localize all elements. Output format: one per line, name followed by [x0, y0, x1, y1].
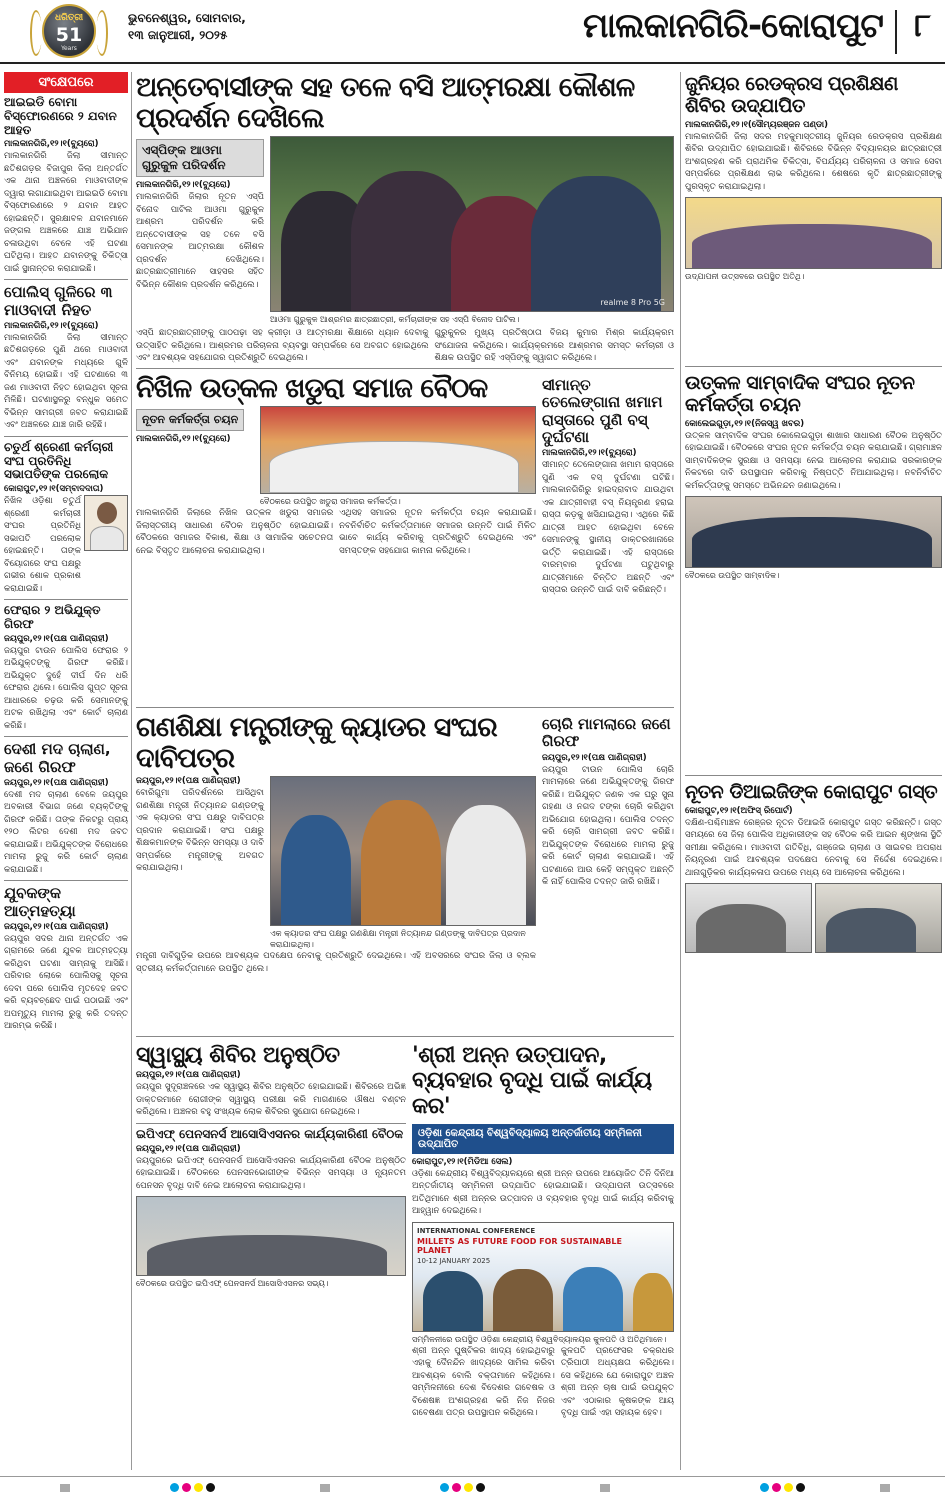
cyan-dot-icon [170, 1483, 179, 1492]
obituary-portrait [84, 495, 128, 551]
registration-square-icon [600, 1484, 610, 1492]
page-divider [895, 10, 897, 54]
brief-headline: ପୋଲିସ୍ ଗୁଳିରେ ୩ ମାଓବାଦୀ ନିହତ [4, 283, 113, 319]
people-group-icon [692, 517, 932, 567]
brief-dateline: ଜୟପୁର,୧୨।୧(ପକ୍ଷ ପାଣିଗ୍ରାହୀ) [4, 633, 109, 644]
brief-dateline: କୋରାପୁଟ,୧୨।୧(ସମ୍ବାଦଦାତା) [4, 484, 104, 495]
people-group-icon [692, 224, 932, 268]
photo-caption: ସମ୍ମିଳନୀରେ ଉପସ୍ଥିତ ଓଡ଼ିଶା କେନ୍ଦ୍ରୀୟ ବିଶ୍ୱବିଦ୍ୟାଳୟର କୁଳପତି ଓ ଅତିଥିମାନେ। [412, 1334, 667, 1344]
logo-sub: Years [61, 45, 77, 52]
registration-square-icon [60, 1484, 70, 1492]
brief-body: ମାଲକାନଗିରି ଜିଲା ସୀମାନ୍ତ ଛତିଶଗଡ଼ର ବିଜାପୁର ଜିଲା ଅନ୍ତର୍ଗତ ଏକ ଥାନା ଅଞ୍ଚଳରେ ମାଓବାଦୀଙ୍କ ଦ୍ୱାରା ଲଗାଯାଇଥିବା ଆଇଇଡି ବୋମା ବିସ୍ଫୋରଣରେ ୨ ଯବାନ ଆହତ ହୋଇଛନ୍ତି। ସୁରକ୍ଷାବଳ ଯବାନମାନେ ଜଙ୍ଗଲ ଅଞ୍ଚଳରେ ଯାଞ୍ଚ ଅଭିଯାନ ଚଳାଉଥିବା ବେଳେ ଏହି ଘଟଣା ଘଟିଥିଲା। ଆହତ ଯବାନଙ୍କୁ ଚିକିତ୍ସା ପାଇଁ ସ୍ଥାନାନ୍ତର କରାଯାଇଛି। [4, 151, 128, 274]
banner-line-3: 10-12 JANUARY 2025 [417, 1256, 491, 1265]
story-body: ସୀମାନ୍ତ ତେଲେଙ୍ଗାନା ଖମାମ ରାସ୍ତାରେ ପୁଣି ଏକ ବସ୍ ଦୁର୍ଘଟଣା ଘଟିଛି। ମାଲକାନଗିରିରୁ ହାଇଦ୍ରାବାଦ ଯାଉଥିବା ଏକ ଯାତ୍ରୀବାହୀ ବସ୍ ନିୟନ୍ତ୍ରଣ ହରାଇ ରାସ୍ତା କଡ଼କୁ ଖସିଯାଇଥିଲା। ଏଥିରେ କିଛି ଯାତ୍ରୀ ଆହତ ହୋଇଥିବା ବେଳେ ସେମାନଙ୍କୁ ସ୍ଥାନୀୟ ଡାକ୍ତରଖାନାରେ ଭର୍ତ୍ତି କରାଯାଇଛି। ଏହି ରାସ୍ତାରେ ବାରମ୍ବାର ଦୁର୍ଘଟଣା ଘଟୁଥିବାରୁ ଯାତ୍ରୀମାନେ ଚିନ୍ତିତ ଅଛନ୍ତି ଏବଂ ରାସ୍ତାର ଉନ୍ନତି ପାଇଁ ଦାବି କରିଛନ୍ତି। [542, 460, 674, 595]
divider [685, 366, 942, 367]
person-icon [633, 1273, 673, 1331]
divider [136, 707, 674, 708]
story-body: ଏସ୍‌ପି ଛାତ୍ରଛାତ୍ରୀଙ୍କୁ ପାଠପଢ଼ା ସହ କ୍ରୀଡ଼ା ଓ ଆତ୍ମରକ୍ଷା ଶିକ୍ଷାରେ ଧ୍ୟାନ ଦେବାକୁ ଉତ୍ସାହିତ କରିଥିଲେ। ଆଶ୍ରମର ପରିଚାଳନା ବ୍ୟବସ୍ଥା ସମ୍ପର୍କରେ ସେ ଅବଗତ ହୋଇଥିଲେ ଏବଂ ଆବଶ୍ୟକ ସହଯୋଗର ପ୍ରତିଶ୍ରୁତି ଦେଇଥିଲେ। [136, 328, 429, 364]
brief-suicide [4, 885, 128, 1033]
story-body: ଶ୍ରୀ ଅନ୍ନ ପୁଷ୍ଟିକର ଖାଦ୍ୟ ହୋଇଥିବାରୁ ଏହାକୁ ଦୈନନ୍ଦିନ ଖାଦ୍ୟରେ ସାମିଲ କରିବା ଆବଶ୍ୟକ ବୋଲି ବକ୍ତାମାନେ କହିଥିଲେ। ସମ୍ମିଳନୀରେ ଦେଶ ବିଦେଶର ଗବେଷକ ଓ ବିଶେଷଜ୍ଞ ଅଂଶଗ୍ରହଣ କରି ନିଜ ନିଜର ଗବେଷଣା ପତ୍ର ଉପସ୍ଥାପନ କରିଥିଲେ। [412, 1345, 555, 1419]
red-cross-photo [685, 197, 942, 269]
story-red-cross [685, 72, 942, 362]
people-group-icon [531, 176, 661, 311]
story-dateline: ମାଲକାନଗିରି,୧୨।୧(ବ୍ୟୁରୋ) [136, 434, 231, 445]
yellow-dot-icon [464, 1483, 473, 1492]
story-headline: ଇପିଏଫ୍ ପେନସନର୍ସ ଆସୋସିଏସନର କାର୍ଯ୍ୟକାରିଣୀ ବୈଠକ [136, 1126, 404, 1141]
story-headline: 'ଶ୍ରୀ ଅନ୍ନ ଉତ୍ପାଦନ, ବ୍ୟବହାର ବୃଦ୍ଧି ପାଇଁ କାର୍ଯ୍ୟ କର' [412, 1043, 652, 1119]
story-sp-visit [136, 72, 674, 364]
black-dot-icon [206, 1483, 215, 1492]
divider [4, 880, 128, 881]
story-cadre-demand [136, 712, 536, 1032]
story-kicker: ଏସ୍‌ପିଙ୍କ ଆଓମା ଗୁରୁକୁଳ ପରିଦର୍ଶନ [136, 139, 264, 177]
brief-headline: ଦେଶୀ ମଦ ଚାଲାଣ, ଜଣେ ଗିରଫ [4, 740, 111, 776]
story-health-camp [136, 1043, 406, 1119]
story-headline: ସ୍ୱାସ୍ଥ୍ୟ ଶିବିର ଅନୁଷ୍ଠିତ [136, 1043, 340, 1068]
story-headline: ନୂତନ ଡିଆଇଜିଙ୍କ କୋରାପୁଟ ଗସ୍ତ [685, 781, 938, 803]
photo-caption: ଉଦ୍‌ଯାପନୀ ଉତ୍ସବରେ ଉପସ୍ଥିତ ଅତିଥି। [685, 272, 805, 282]
meeting-photo [260, 406, 536, 494]
dig-photo-1 [685, 883, 812, 953]
person-icon [423, 1271, 483, 1331]
story-body: ଓଡ଼ିଶା କେନ୍ଦ୍ରୀୟ ବିଶ୍ୱବିଦ୍ୟାଳୟରେ ଶ୍ରୀ ଅନ୍ନ ଉପରେ ଆୟୋଜିତ ତିନି ଦିନିଆ ଅନ୍ତର୍ଜାତୀୟ ସମ୍ମିଳନୀ ଉଦ୍‌ଯାପିତ ହୋଇଯାଇଛି। ଉଦ୍‌ଯାପନୀ ଉତ୍ସବରେ ଅତିଥିମାନେ ଶ୍ରୀ ଅନ୍ନର ଉତ୍ପାଦନ ଓ ବ୍ୟବହାର ବୃଦ୍ଧି ପାଇଁ କାର୍ଯ୍ୟ କରିବାକୁ ଆହ୍ୱାନ ଦେଇଥିଲେ। [412, 1168, 674, 1217]
divider [4, 736, 128, 737]
brief-body: ଜୟପୁର ଟାଉନ ପୋଲିସ ଫେରାର ୨ ଅଭିଯୁକ୍ତଙ୍କୁ ଗିରଫ କରିଛି। ଅଭିଯୁକ୍ତ ଦୁହେଁ ଦୀର୍ଘ ଦିନ ଧରି ଫେରାର ଥିଲେ। ପୋଲିସ ଗୁପ୍ତ ସୂଚନା ଆଧାରରେ ଚଢ଼ଉ କରି ସେମାନଙ୍କୁ ଅଟକ ରଖିଥିଲା ଏବଂ କୋର୍ଟ ଚାଲାଣ କରିଛି। [4, 645, 128, 731]
briefs-column [4, 72, 132, 1470]
story-headline: ଅନ୍ତେବାସୀଙ୍କ ସହ ତଳେ ବସି ଆତ୍ମରକ୍ଷା କୌଶଳ ପ୍ରଦର୍ଶନ ଦେଖିଲେ [136, 72, 635, 135]
issue-date: ୧୩ ଜାନୁଆରୀ, ୨୦୨୫ [128, 28, 228, 42]
story-body: ଉତ୍କଳ ସାମ୍ବାଦିକ ସଂଘର କୋଲେଇଗୁଡ଼ା ଶାଖାର ସାଧାରଣ ବୈଠକ ଅନୁଷ୍ଠିତ ହୋଇଯାଇଛି। ବୈଠକରେ ସଂଘର ନୂତନ କର୍ମକର୍ତ୍ତା ଚୟନ କରାଯାଇଛି। ଗ୍ରାମାଞ୍ଚଳ ସାମ୍ବାଦିକଙ୍କ ସୁରକ୍ଷା ଓ ସମସ୍ୟା ନେଇ ଆଲୋଚନା କରାଯାଇ ସରକାରଙ୍କ ନିକଟରେ ଦାବି ଉପସ୍ଥାପନ କରିବାକୁ ନିଷ୍ପତ୍ତି ନିଆଯାଇଥିଲା। ନବନିର୍ବାଚିତ କର୍ମକର୍ତ୍ତାଙ୍କୁ ସମସ୍ତେ ଅଭିନନ୍ଦନ ଜଣାଇଥିଲେ। [685, 430, 942, 491]
conference-photo [412, 1222, 674, 1332]
story-theft-arrest [542, 712, 674, 1032]
logo-number: 51 [55, 24, 83, 46]
divider [4, 599, 128, 600]
story-dateline: ମାଲକାନଗିରି,୧୨।୧(ବ୍ୟୁରୋ) [542, 448, 637, 458]
portrait-face-icon [97, 502, 117, 524]
yellow-dot-icon [194, 1483, 203, 1492]
person-icon [563, 1267, 623, 1331]
yellow-dot-icon [784, 1483, 793, 1492]
briefs-tag: ସଂକ୍ଷେପରେ [4, 72, 128, 93]
story-dateline: କୋଲେଇଗୁଡ଼ା,୧୨।୧(ନିଜସ୍ୱ ଖବର) [685, 418, 805, 429]
pensioners-photo [136, 1196, 406, 1276]
page-number: ୮ [914, 6, 931, 44]
story-bus-accident [542, 373, 674, 703]
photo-caption: ଆଓମା ଗୁରୁକୁଳ ଆଶ୍ରମର ଛାତ୍ରଛାତ୍ରୀ, କର୍ମଚାରୀଙ୍କ ସହ ଏସ୍‌ପି ବିନୋଦ ପାଟିଲ। [270, 315, 520, 325]
cyan-dot-icon [760, 1483, 769, 1492]
story-eps-meeting [136, 1128, 406, 1289]
story-headline: ଗଣଶିକ୍ଷା ମନ୍ତ୍ରୀଙ୍କୁ କ୍ୟାଡର ସଂଘର ଦାବିପତ୍ର [136, 712, 497, 775]
brief-dateline: ଜୟପୁର,୧୨।୧(ପକ୍ଷ ପାଣିଗ୍ରାହୀ) [4, 777, 109, 788]
story-headline: ନିଖିଳ ଉତ୍କଳ ଖଡୁରା ସମାଜ ବୈଠକ [136, 373, 488, 404]
city-day: ଭୁବନେଶ୍ୱର, ସୋମବାର, [128, 11, 246, 25]
main-column [136, 72, 674, 1470]
logo-brand: ଧରିତ୍ରୀ [54, 13, 84, 23]
story-body: କୁଳପତି ପ୍ରଫେସର ଚକ୍ରଧର ତ୍ରିପାଠୀ ଅଧ୍ୟକ୍ଷତା କରିଥିଲେ। ସେ କହିଥିଲେ ଯେ କୋରାପୁଟ ଅଞ୍ଚଳ ଶ୍ରୀ ଅନ୍ନ ଚାଷ ପାଇଁ ଉପଯୁକ୍ତ ଏବଂ ଏଠାକାର କୃଷକଙ୍କ ଆୟ ବୃଦ୍ଧି ପାଇଁ ଏହା ସହାୟକ ହେବ। [560, 1345, 674, 1419]
story-body: ଜୟପୁର ଟାଉନ ପୋଲିସ ଚୋରି ମାମଲାରେ ଜଣେ ଅଭିଯୁକ୍ତଙ୍କୁ ଗିରଫ କରିଛି। ଅଭିଯୁକ୍ତ ଜଣକ ଏକ ଘରୁ ସୁନା ଗହଣା ଓ ନଗଦ ଟଙ୍କା ଚୋରି କରିଥିବା ଅଭିଯୋଗ ହୋଇଥିଲା। ପୋଲିସ ତଦନ୍ତ କରି ଚୋରି ସାମଗ୍ରୀ ଜବତ କରିଛି। ଅଭିଯୁକ୍ତଙ୍କ ବିରୋଧରେ ମାମଲା ରୁଜୁ କରି କୋର୍ଟ ଚାଲାଣ କରାଯାଇଛି। ଏହି ଘଟଣାରେ ଆଉ କେହି ସମ୍ପୃକ୍ତ ଅଛନ୍ତି କି ନାହିଁ ପୋଲିସ ତଦନ୍ତ ଜାରି ରଖିଛି। [542, 764, 674, 887]
story-headline: ଜୁନିୟର ରେଡକ୍ରସ ପ୍ରଶିକ୍ଷଣ ଶିବିର ଉଦ୍‌ଯାପିତ [685, 73, 898, 117]
brief-headline: ଫେରାର ୨ ଅଭିଯୁକ୍ତ ଗିରଫ [4, 603, 101, 632]
divider [4, 279, 128, 280]
story-millets [412, 1041, 674, 1461]
story-kicker: ଓଡ଼ିଶା କେନ୍ଦ୍ରୀୟ ବିଶ୍ୱବିଦ୍ୟାଳୟ ଅନ୍ତର୍ଜାତୀୟ ସମ୍ମିଳନୀ ଉଦ୍‌ଯାପିତ [412, 1124, 674, 1154]
story-body: ଜୟପୁରରେ ଇପିଏଫ୍ ପେନସନର୍ସ ଆସୋସିଏସନର କାର୍ଯ୍ୟକାରିଣୀ ବୈଠକ ଅନୁଷ୍ଠିତ ହୋଇଯାଇଛି। ବୈଠକରେ ପେନସନଭୋଗୀଙ୍କ ବିଭିନ୍ନ ସମସ୍ୟା ଓ ନ୍ୟୂନତମ ପେନସନ ବୃଦ୍ଧି ଦାବି ନେଇ ଆଲୋଚନା କରାଯାଇଥିଲା। [136, 1155, 406, 1191]
people-group-icon [269, 441, 519, 493]
story-dateline: ଜୟପୁର,୧୨।୧(ପକ୍ଷ ପାଣିଗ୍ରାହୀ) [136, 1070, 241, 1081]
brief-liquor [4, 741, 128, 876]
brief-absconders [4, 604, 128, 732]
person-icon [281, 815, 351, 925]
brief-dateline: ମାଲକାନଗିରି,୧୨।୧(ବ୍ୟୁରୋ) [4, 139, 99, 150]
story-body: ମାଲକାନଗିରି ଜିଲାର ନୂତନ ଏସ୍‌ପି ବିନୋଦ ପାଟିଲ ଆଓମା ଗୁରୁକୁଳ ଆଶ୍ରମ ପରିଦର୍ଶନ କରି ଅନ୍ତେବାସୀଙ୍କ ସହ ତଳେ ବସି ସେମାନଙ୍କ ଆତ୍ମରକ୍ଷା କୌଶଳ ପ୍ରଦର୍ଶନ ଦେଖିଥିଲେ। ଛାତ୍ରଛାତ୍ରୀମାନେ ସାହସର ସହିତ ବିଭିନ୍ନ କୌଶଳ ପ୍ରଦର୍ଶନ କରିଥିଲେ। [136, 192, 264, 290]
magenta-dot-icon [772, 1483, 781, 1492]
right-column [680, 72, 942, 1470]
people-group-icon [696, 904, 786, 952]
person-icon [446, 805, 526, 925]
photo-caption: ଏକ କ୍ୟାଡର ସଂଘ ପକ୍ଷରୁ ଗଣଶିକ୍ଷା ମନ୍ତ୍ରୀ ନିତ୍ୟାନନ୍ଦ ଗଣ୍ଡଙ୍କୁ ଦାବିପତ୍ର ପ୍ରଦାନ କରାଯାଇଥିଲା। [270, 929, 526, 950]
magenta-dot-icon [452, 1483, 461, 1492]
story-body: ଜୟପୁର ସୁଦୂରାଞ୍ଚଳରେ ଏକ ସ୍ୱାସ୍ଥ୍ୟ ଶିବିର ଅନୁଷ୍ଠିତ ହୋଇଯାଇଛି। ଶିବିରରେ ଅଭିଜ୍ଞ ଡାକ୍ତରମାନେ ରୋଗୀଙ୍କ ସ୍ୱାସ୍ଥ୍ୟ ପରୀକ୍ଷା କରି ମାଗଣାରେ ଔଷଧ ବଣ୍ଟନ କରିଥିଲେ। ଅଞ୍ଚଳର ବହୁ ସଂଖ୍ୟକ ଲୋକ ଶିବିରର ସୁଯୋଗ ନେଇଥିଲେ। [136, 1082, 406, 1118]
people-group-icon [826, 908, 916, 952]
print-registration-bar [0, 1476, 945, 1497]
photo-watermark: realme 8 Pro 5G [600, 298, 665, 308]
dig-photo-2 [815, 883, 942, 953]
people-group-icon [147, 1235, 387, 1275]
story-headline: ଚୋରି ମାମଲାରେ ଜଣେ ଗିରଫ [542, 715, 671, 751]
story-headline: ସୀମାନ୍ତ ତେଲେଙ୍ଗାନା ଖମାମ ରାସ୍ତାରେ ପୁଣି ବସ୍ ଦୁର୍ଘଟଣା [542, 376, 663, 446]
story-dateline: ମାଲକାନଗିରି,୧୨।୧(ବ୍ୟୁରୋ) [136, 180, 231, 191]
brief-body: ନିଖିଳ ଓଡ଼ିଶା ଚତୁର୍ଥ ଶ୍ରେଣୀ କର୍ମଚାରୀ ସଂଘର ପ୍ରତିନିଧି ସଭାପତି ପରଲୋକ ହୋଇଛନ୍ତି। ତାଙ୍କ ବିୟୋଗରେ ସଂଘ ପକ୍ଷରୁ ଗଭୀର ଶୋକ ପ୍ରକାଶ କରାଯାଇଛି। [4, 496, 81, 594]
group-photo [270, 136, 674, 312]
black-dot-icon [476, 1483, 485, 1492]
story-body: ବୋରିଗୁମା ପରିଦର୍ଶନରେ ଆସିଥିବା ଗଣଶିକ୍ଷା ମନ୍ତ୍ରୀ ନିତ୍ୟାନନ୍ଦ ଗଣ୍ଡଙ୍କୁ ଏକ କ୍ୟାଡର ସଂଘ ପକ୍ଷରୁ ଦାବିପତ୍ର ପ୍ରଦାନ କରାଯାଇଛି। ସଂଘ ପକ୍ଷରୁ ଶିକ୍ଷକମାନଙ୍କ ବିଭିନ୍ନ ସମସ୍ୟା ଓ ଦାବି ସମ୍ପର୍କରେ ମନ୍ତ୍ରୀଙ୍କୁ ଅବଗତ କରାଯାଇଥିଲା। [136, 788, 264, 874]
photo-caption: ବୈଠକରେ ଉପସ୍ଥିତ ଖଡୁରା ସମାଜର କର୍ମକର୍ତ୍ତା। [260, 497, 401, 507]
story-dateline: ମାଲକାନଗିରି,୧୨।୧(ସୌମ୍ୟରଞ୍ଜନ ପଣ୍ଡା) [685, 119, 828, 130]
brief-dateline: ଜୟପୁର,୧୨।୧(ପକ୍ଷ ପାଣିଗ୍ରାହୀ) [4, 921, 109, 932]
magenta-dot-icon [182, 1483, 191, 1492]
story-journalists-union [685, 371, 942, 771]
banner-line-2: MILLETS AS FUTURE FOOD FOR SUSTAINABLE PLANET [417, 1236, 622, 1255]
divider [136, 1036, 674, 1037]
photo-caption: ବୈଠକରେ ଉପସ୍ଥିତ ସାମ୍ବାଦିକ। [685, 571, 780, 581]
brief-dateline: ମାଲକାନଗିରି,୧୨।୧(ବ୍ୟୁରୋ) [4, 320, 99, 331]
brief-body: ଜୟପୁର ସଦର ଥାନା ଅନ୍ତର୍ଗତ ଏକ ଗ୍ରାମରେ ଜଣେ ଯୁବକ ଆତ୍ମହତ୍ୟା କରିଥିବା ଘଟଣା ସାମ୍ନାକୁ ଆସିଛି। ପରିବାର ଲୋକେ ପୋଲିସକୁ ସୂଚନା ଦେବା ପରେ ପୋଲିସ ମୃତଦେହ ଜବତ କରି ବ୍ୟବଚ୍ଛେଦ ପାଇଁ ପଠାଇଛି ଏବଂ ଅପମୃତ୍ୟୁ ମାମଲା ରୁଜୁ କରି ତଦନ୍ତ ଆରମ୍ଭ କରିଛି। [4, 933, 128, 1032]
person-icon [361, 800, 441, 925]
brief-maoist-killed [4, 284, 128, 432]
journalists-photo [685, 496, 942, 568]
brief-headline: ଆଇଇଡି ବୋମା ବିସ୍ଫୋରଣରେ ୨ ଯବାନ ଆହତ [4, 95, 117, 137]
brief-obituary [4, 441, 128, 595]
divider [136, 1123, 406, 1124]
story-headline: ଉତ୍କଳ ସାମ୍ବାଦିକ ସଂଘର ନୂତନ କର୍ମକର୍ତ୍ତା ଚୟନ [685, 372, 915, 416]
brief-body: ଦେଶୀ ମଦ ଚାଲାଣ ବେଳେ ଜୟପୁର ଅବକାରୀ ବିଭାଗ ଜଣେ ବ୍ୟକ୍ତିଙ୍କୁ ଗିରଫ କରିଛି। ତାଙ୍କ ନିକଟରୁ ପ୍ରାୟ ୧୨୦ ଲିଟର ଦେଶୀ ମଦ ଜବତ କରାଯାଇଛି। ଅଭିଯୁକ୍ତଙ୍କ ବିରୋଧରେ ମାମଲା ରୁଜୁ କରି କୋର୍ଟ ଚାଲାଣ କରାଯାଇଛି। [4, 789, 128, 875]
anniversary-logo [30, 4, 108, 60]
story-dateline: ଜୟପୁର,୧୨।୧(ପକ୍ଷ ପାଣିଗ୍ରାହୀ) [136, 1143, 241, 1154]
photo-caption: ବୈଠକରେ ଉପସ୍ଥିତ ଇପିଏଫ୍ ପେନସନର୍ସ ଆସୋସିଏସନର ସଭ୍ୟ। [136, 1279, 329, 1289]
banner-line-1: INTERNATIONAL CONFERENCE [417, 1226, 536, 1235]
registration-square-icon [320, 1484, 330, 1492]
story-dateline: ଜୟପୁର,୧୨।୧(ପକ୍ଷ ପାଣିଗ୍ରାହୀ) [136, 776, 241, 787]
registration-square-icon [880, 1484, 890, 1492]
story-dig-visit [685, 780, 942, 1080]
divider [136, 368, 674, 369]
edition-dateline [128, 10, 246, 44]
person-icon [493, 1269, 553, 1331]
story-body: ଗୁରୁକୁଳର ମୁଖ୍ୟ ପ୍ରତିଷ୍ଠାତା ବିଜୟ କୁମାର ମିଶ୍ର କାର୍ଯ୍ୟକ୍ରମ ସଂଯୋଜନା କରିଥିଲେ। କାର୍ଯ୍ୟକ୍ରମରେ ଆଶ୍ରମର ସମସ୍ତ କର୍ମଚାରୀ ଓ ଶିକ୍ଷକ ଉପସ୍ଥିତ ରହି ଏସ୍‌ପିଙ୍କୁ ସ୍ୱାଗତ କରିଥିଲେ। [434, 328, 674, 364]
brief-headline: ଚତୁର୍ଥ ଶ୍ରେଣୀ କର୍ମଚାରୀ ସଂଘ ପ୍ରତିନିଧି ସଭାପତିଙ୍କ ପରଲୋକ [4, 439, 114, 482]
black-dot-icon [796, 1483, 805, 1492]
divider [685, 775, 942, 776]
portrait-shirt-icon [90, 526, 124, 551]
story-dateline: ଜୟପୁର,୧୨।୧(ପକ୍ଷ ପାଣିଗ୍ରାହୀ) [542, 752, 647, 763]
cyan-dot-icon [440, 1483, 449, 1492]
brief-ied-blast [4, 96, 128, 275]
section-title: ମାଲକାନଗିରି-କୋରାପୁଟ [583, 6, 883, 46]
story-dateline: କୋରାପୁଟ,୧୨।୧(ମିଡିଆ ସେଲ) [412, 1156, 513, 1167]
brief-headline: ଯୁବକଙ୍କ ଆତ୍ମହତ୍ୟା [4, 884, 76, 920]
minister-photo [270, 776, 536, 926]
brief-body: ମାଲକାନଗିରି ଜିଲା ସୀମାନ୍ତ ଛତିଶଗଡ଼ରେ ପୁଣି ଥରେ ମାଓବାଦୀ ଏବଂ ଯବାନଙ୍କ ମଧ୍ୟରେ ଗୁଳି ବିନିମୟ ହୋଇଛି। ଏହି ଘଟଣାରେ ୩ ଜଣ ମାଓବାଦୀ ନିହତ ହୋଇଥିବା ସୂଚନା ମିଳିଛି। ଘଟଣାସ୍ଥଳରୁ ବନ୍ଧୁକ ସମେତ ବିଭିନ୍ନ ସାମଗ୍ରୀ ଜବତ କରାଯାଇଛି ଏବଂ ଅଞ୍ଚଳରେ ଯାଞ୍ଚ ଜାରି ରହିଛି। [4, 332, 128, 431]
story-body: ମାଲକାନଗିରି ଜିଲାରେ ନିଖିଳ ଉତ୍କଳ ଖଡୁରା ସମାଜର ଜିଲାସ୍ତରୀୟ ସାଧାରଣ ବୈଠକ ଅନୁଷ୍ଠିତ ହୋଇଯାଇଛି। ବୈଠକରେ ସମାଜର ବିକାଶ, ଶିକ୍ଷା ଓ ସାମାଜିକ ସଚେତନତା ନେଇ ବିସ୍ତୃତ ଆଲୋଚନା କରାଯାଇଥିଲା। [136, 508, 334, 556]
story-kicker: ନୂତନ କର୍ମକର୍ତ୍ତା ଚୟନ [136, 409, 244, 431]
story-dateline: କୋରାପୁଟ,୧୨।୧(ଅଫିସ୍ ରିପୋର୍ଟ) [685, 805, 793, 816]
story-body: ଏଥିସହ ସମାଜର ନୂତନ କର୍ମକର୍ତ୍ତା ଚୟନ କରାଯାଇଛି। ନବନିର୍ବାଚିତ କର୍ମକର୍ତ୍ତାମାନେ ସମାଜର ଉନ୍ନତି ପାଇଁ ମିଳିତ ଭାବେ କାର୍ଯ୍ୟ କରିବାକୁ ପ୍ରତିଶ୍ରୁତି ଦେଇଥିଲେ ଏବଂ ସମସ୍ତଙ୍କ ସହଯୋଗ କାମନା କରିଥିଲେ। [339, 508, 536, 556]
story-body: ମାଲକାନଗିରି ଜିଲା ସଦର ମହକୁମାସ୍ତରୀୟ ଜୁନିୟର ରେଡକ୍ରସ ପ୍ରଶିକ୍ଷଣ ଶିବିର ଉଦ୍‌ଯାପିତ ହୋଇଯାଇଛି। ଶିବିରରେ ବିଭିନ୍ନ ବିଦ୍ୟାଳୟର ଛାତ୍ରଛାତ୍ରୀ ଅଂଶଗ୍ରହଣ କରି ପ୍ରାଥମିକ ଚିକିତ୍ସା, ବିପର୍ଯ୍ୟୟ ପରିଚାଳନା ଓ ସମାଜ ସେବା ସମ୍ପର୍କରେ ପ୍ରଶିକ୍ଷଣ ଲାଭ କରିଥିଲେ। ଶେଷରେ କୃତି ଛାତ୍ରଛାତ୍ରୀଙ୍କୁ ପୁରସ୍କୃତ କରାଯାଇଥିଲା। [685, 131, 942, 192]
story-body: ମନ୍ତ୍ରୀ ଦାବିଗୁଡ଼ିକ ଉପରେ ଆବଶ୍ୟକ ପଦକ୍ଷେପ ନେବାକୁ ପ୍ରତିଶ୍ରୁତି ଦେଇଥିଲେ। ଏହି ଅବସରରେ ସଂଘର ଜିଲା ଓ ବ୍ଲକ ସ୍ତରୀୟ କର୍ମକର୍ତ୍ତାମାନେ ଉପସ୍ଥିତ ଥିଲେ। [136, 951, 536, 974]
divider [4, 436, 128, 437]
story-khadura-samaj [136, 373, 536, 703]
story-body: ଦକ୍ଷିଣ-ପଶ୍ଚିମାଞ୍ଚଳ ରେଞ୍ଜର ନୂତନ ଡିଆଇଜି କୋରାପୁଟ ଗସ୍ତ କରିଛନ୍ତି। ଗସ୍ତ ସମୟରେ ସେ ଜିଲା ପୋଲିସ ଅଧିକାରୀଙ୍କ ସହ ବୈଠକ କରି ଆଇନ ଶୃଙ୍ଖଳା ସ୍ଥିତି ସମୀକ୍ଷା କରିଥିଲେ। ମାଓବାଦୀ ଗତିବିଧି, ଗଞ୍ଜେଇ ଚାଲାଣ ଓ ସାଇବର ଅପରାଧ ନିୟନ୍ତ୍ରଣ ପାଇଁ ଆବଶ୍ୟକ ପଦକ୍ଷେପ ନେବାକୁ ସେ ନିର୍ଦ୍ଦେଶ ଦେଇଥିଲେ। ଥାନାଗୁଡ଼ିକର କାର୍ଯ୍ୟକଳାପ ଉପରେ ମଧ୍ୟ ସେ ଆଲୋଚନା କରିଥିଲେ। [685, 817, 942, 878]
masthead [0, 0, 945, 64]
